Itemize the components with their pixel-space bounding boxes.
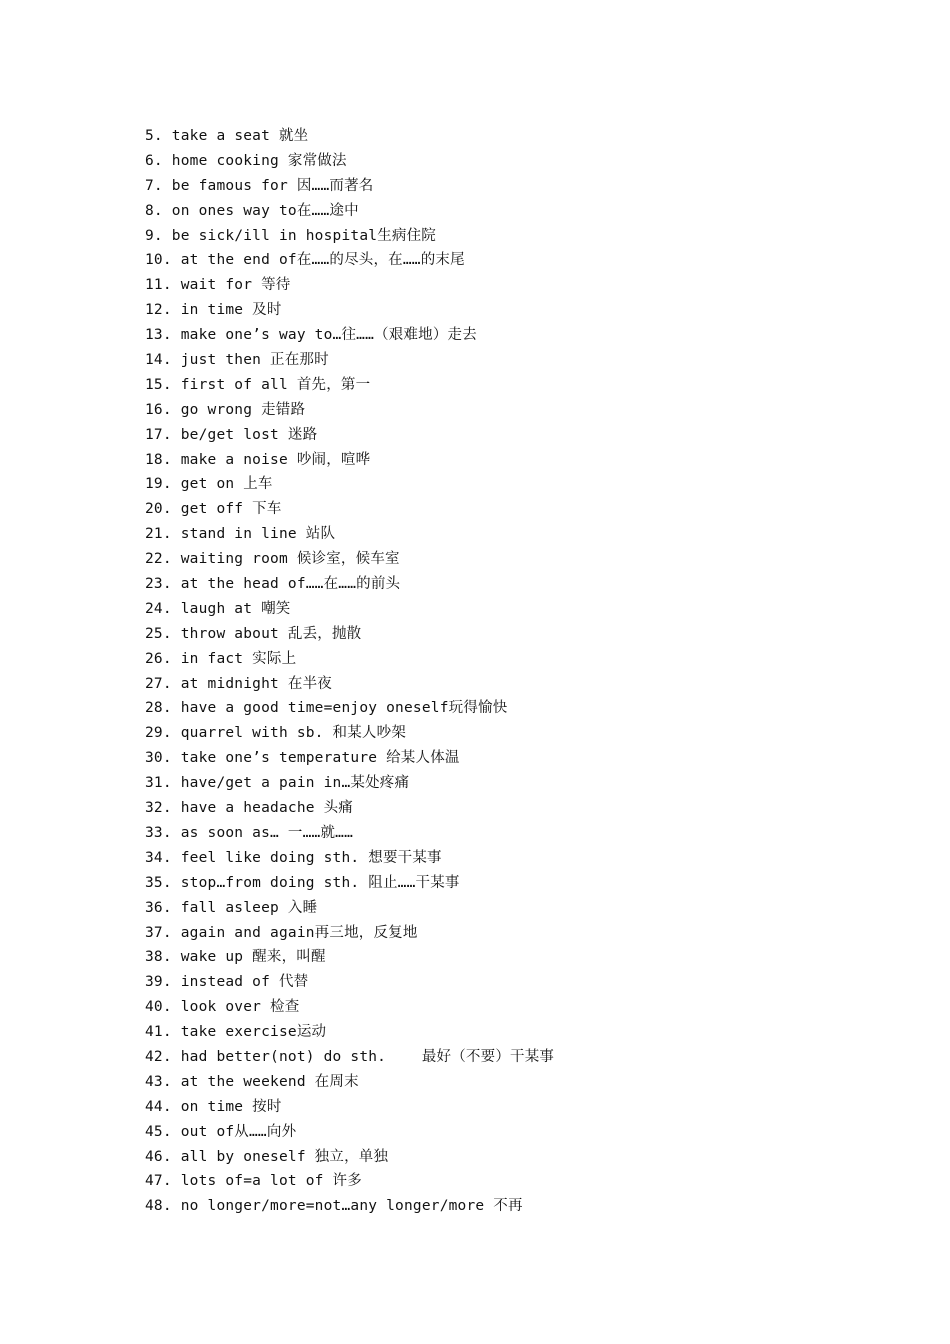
phrase-item — [145, 124, 554, 149]
phrase-number: 24. — [145, 600, 172, 617]
phrase-item — [145, 896, 554, 921]
phrase-item — [145, 448, 554, 473]
phrase-item — [145, 622, 554, 647]
phrase-item — [145, 921, 554, 946]
phrase-number: 40. — [145, 999, 172, 1016]
phrase-number: 27. — [145, 675, 172, 692]
phrase-text: out of从……向外 — [171, 1123, 297, 1140]
phrase-text: be sick/ill in hospital生病住院 — [162, 227, 436, 244]
phrase-text: instead of 代替 — [171, 974, 309, 991]
phrase-item — [145, 497, 554, 522]
phrase-item — [145, 1095, 554, 1120]
phrase-text: wait for 等待 — [171, 277, 291, 294]
phrase-text: laugh at 嘲笑 — [171, 600, 291, 617]
phrase-text: take exercise运动 — [171, 1024, 327, 1041]
phrase-text: have a headache 头痛 — [171, 800, 354, 817]
phrase-number: 47. — [145, 1173, 172, 1190]
phrase-item — [145, 298, 554, 323]
phrase-text: at midnight 在半夜 — [171, 675, 332, 692]
phrase-number: 44. — [145, 1098, 172, 1115]
phrase-item — [145, 995, 554, 1020]
phrase-number: 48. — [145, 1198, 172, 1215]
phrase-item — [145, 846, 554, 871]
phrase-number: 20. — [145, 501, 172, 518]
phrase-number: 25. — [145, 625, 172, 642]
phrase-number: 8. — [145, 202, 163, 219]
phrase-item — [145, 746, 554, 771]
phrase-text: look over 检查 — [171, 999, 300, 1016]
phrase-item — [145, 373, 554, 398]
phrase-text: waiting room 候诊室，候车室 — [171, 551, 400, 568]
phrase-text: go wrong 走错路 — [171, 401, 306, 418]
phrase-text: take a seat 就坐 — [162, 128, 309, 144]
phrase-number: 6. — [145, 152, 163, 169]
phrase-text: first of all 首先，第一 — [171, 376, 371, 393]
phrase-item — [145, 647, 554, 672]
phrase-number: 11. — [145, 277, 172, 294]
phrase-text: at the head of……在……的前头 — [171, 576, 401, 593]
phrase-item — [145, 522, 554, 547]
phrase-number: 33. — [145, 824, 172, 841]
phrase-text: get off 下车 — [171, 501, 282, 518]
phrase-text: lots of=a lot of 许多 — [171, 1173, 362, 1190]
phrase-text: quarrel with sb. 和某人吵架 — [171, 725, 407, 742]
phrase-item — [145, 224, 554, 249]
phrase-item — [145, 1194, 554, 1219]
phrase-number: 31. — [145, 775, 172, 792]
phrase-item — [145, 597, 554, 622]
phrase-number: 12. — [145, 302, 172, 319]
phrase-item — [145, 1120, 554, 1145]
phrase-item — [145, 423, 554, 448]
phrase-number: 30. — [145, 750, 172, 767]
phrase-number: 36. — [145, 899, 172, 916]
phrase-text: stop…from doing sth. 阻止……干某事 — [171, 874, 460, 891]
phrase-item — [145, 199, 554, 224]
phrase-list — [145, 124, 554, 1219]
phrase-text: have/get a pain in…某处疼痛 — [171, 775, 410, 792]
phrase-text: no longer/more=not…any longer/more 不再 — [171, 1198, 523, 1215]
phrase-number: 38. — [145, 949, 172, 966]
phrase-text: in time 及时 — [171, 302, 282, 319]
phrase-item — [145, 348, 554, 373]
phrase-item — [145, 945, 554, 970]
phrase-item — [145, 696, 554, 721]
phrase-number: 23. — [145, 576, 172, 593]
phrase-number: 45. — [145, 1123, 172, 1140]
phrase-item — [145, 871, 554, 896]
phrase-number: 42. — [145, 1048, 172, 1065]
phrase-text: fall asleep 入睡 — [171, 899, 318, 916]
phrase-text: wake up 醒来，叫醒 — [171, 949, 326, 966]
phrase-number: 26. — [145, 650, 172, 667]
phrase-item — [145, 771, 554, 796]
phrase-number: 34. — [145, 849, 172, 866]
phrase-item — [145, 273, 554, 298]
phrase-number: 35. — [145, 874, 172, 891]
phrase-item — [145, 174, 554, 199]
phrase-text: on ones way to在……途中 — [162, 202, 359, 219]
phrase-item — [145, 572, 554, 597]
phrase-text: at the weekend 在周末 — [171, 1073, 359, 1090]
phrase-text: just then 正在那时 — [171, 352, 329, 369]
phrase-number: 21. — [145, 526, 172, 543]
phrase-number: 43. — [145, 1073, 172, 1090]
phrase-number: 41. — [145, 1024, 172, 1041]
phrase-text: make a noise 吵闹，喧哗 — [171, 451, 371, 468]
phrase-number: 19. — [145, 476, 172, 493]
phrase-number: 22. — [145, 551, 172, 568]
phrase-text: be/get lost 迷路 — [171, 426, 318, 443]
phrase-text: at the end of在……的尽头，在……的末尾 — [171, 252, 465, 269]
phrase-text: all by oneself 独立，单独 — [171, 1148, 389, 1165]
phrase-item — [145, 796, 554, 821]
phrase-number: 18. — [145, 451, 172, 468]
phrase-item — [145, 1020, 554, 1045]
phrase-number: 46. — [145, 1148, 172, 1165]
phrase-text: feel like doing sth. 想要干某事 — [171, 849, 442, 866]
phrase-item — [145, 398, 554, 423]
phrase-number: 5. — [145, 128, 163, 144]
phrase-item — [145, 323, 554, 348]
phrase-number: 14. — [145, 352, 172, 369]
phrase-item — [145, 1070, 554, 1095]
phrase-item — [145, 1145, 554, 1170]
phrase-text: throw about 乱丢，抛散 — [171, 625, 362, 642]
phrase-number: 29. — [145, 725, 172, 742]
phrase-number: 37. — [145, 924, 172, 941]
phrase-text: in fact 实际上 — [171, 650, 297, 667]
phrase-number: 7. — [145, 177, 163, 194]
phrase-number: 17. — [145, 426, 172, 443]
phrase-item — [145, 547, 554, 572]
phrase-text: had better(not) do sth. 最好（不要）干某事 — [171, 1048, 555, 1065]
phrase-item — [145, 248, 554, 273]
phrase-item — [145, 721, 554, 746]
phrase-number: 16. — [145, 401, 172, 418]
phrase-item — [145, 149, 554, 174]
phrase-item — [145, 472, 554, 497]
phrase-item — [145, 970, 554, 995]
phrase-text: stand in line 站队 — [171, 526, 336, 543]
phrase-text: have a good time=enjoy oneself玩得愉快 — [171, 700, 508, 717]
phrase-number: 13. — [145, 327, 172, 344]
phrase-item — [145, 1045, 554, 1070]
phrase-number: 15. — [145, 376, 172, 393]
phrase-number: 32. — [145, 800, 172, 817]
phrase-item — [145, 1169, 554, 1194]
phrase-text: be famous for 因……而著名 — [162, 177, 374, 194]
phrase-item — [145, 821, 554, 846]
phrase-text: take one’s temperature 给某人体温 — [171, 750, 460, 767]
phrase-item — [145, 672, 554, 697]
phrase-number: 9. — [145, 227, 163, 244]
phrase-text: as soon as… 一……就…… — [171, 824, 354, 841]
phrase-number: 10. — [145, 252, 172, 269]
phrase-text: make one’s way to…往……（艰难地）走去 — [171, 327, 477, 344]
phrase-number: 28. — [145, 700, 172, 717]
phrase-text: get on 上车 — [171, 476, 273, 493]
phrase-text: again and again再三地，反复地 — [171, 924, 418, 941]
phrase-text: home cooking 家常做法 — [162, 152, 347, 169]
phrase-number: 39. — [145, 974, 172, 991]
phrase-text: on time 按时 — [171, 1098, 282, 1115]
